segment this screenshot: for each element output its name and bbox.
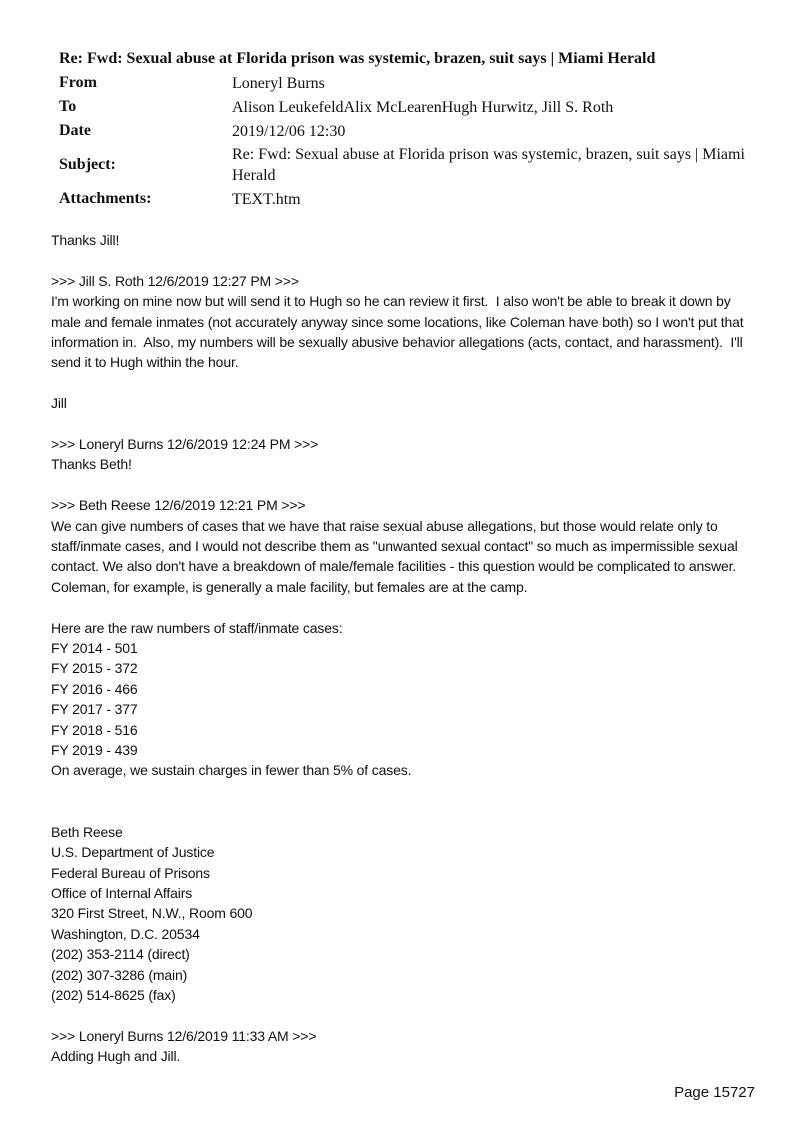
meta-row-attachments bbox=[59, 187, 752, 211]
meta-row-subject bbox=[59, 143, 752, 187]
case-count-line: FY 2018 - 516 bbox=[51, 721, 138, 738]
meta-key: Date bbox=[59, 122, 91, 139]
email-title: Re: Fwd: Sexual abuse at Florida prison was systemic, brazen, suit says | Miami Herald bbox=[59, 50, 656, 67]
signature-line: (202) 514-8625 (fax) bbox=[51, 986, 176, 1003]
meta-row-to bbox=[59, 95, 752, 119]
meta-row-date bbox=[59, 119, 752, 143]
meta-key: From bbox=[59, 74, 97, 91]
signature-line: (202) 353-2114 (direct) bbox=[51, 946, 190, 963]
meta-value: Loneryl Burns bbox=[232, 74, 325, 92]
signature-line: U.S. Department of Justice bbox=[51, 844, 215, 861]
email-meta-table bbox=[59, 71, 752, 211]
quote-header-roth: >>> Jill S. Roth 12/6/2019 12:27 PM >>> bbox=[51, 272, 299, 289]
meta-row-from bbox=[59, 71, 752, 95]
signature-line: (202) 307-3286 (main) bbox=[51, 966, 188, 983]
roth-message: I'm working on mine now but will send it to Hugh so he can review it first. I also won't be able to break it down by male and female inmates (not accurately anyway since some locations, like Coleman have both) so I won't put that information in. Also, my numbers will be sexually abusive behavior allegations (acts, contact, and harassment). I'll send it to Hugh within the hour. bbox=[51, 293, 748, 371]
meta-key: Attachments: bbox=[59, 190, 152, 207]
meta-key: To bbox=[59, 98, 77, 115]
thanks-jill-line: Thanks Jill! bbox=[51, 232, 120, 248]
page-number: Page 15727 bbox=[674, 1084, 755, 1101]
quote-header-burns: >>> Loneryl Burns 12/6/2019 12:24 PM >>> bbox=[51, 436, 319, 453]
roth-signoff: Jill bbox=[51, 395, 67, 412]
quote-header-burns-2: >>> Loneryl Burns 12/6/2019 11:33 AM >>> bbox=[51, 1027, 317, 1044]
signature-line: Federal Bureau of Prisons bbox=[51, 864, 210, 881]
case-count-line: FY 2014 - 501 bbox=[51, 640, 138, 657]
email-header bbox=[59, 47, 759, 211]
quote-header-reese: >>> Beth Reese 12/6/2019 12:21 PM >>> bbox=[51, 497, 306, 514]
adding-line: Adding Hugh and Jill. bbox=[51, 1048, 181, 1065]
reese-message: We can give numbers of cases that we have that raise sexual abuse allegations, but those would relate only to staff/inmate cases, and I would not describe them as "unwanted sexual contact" so much as impermissible sexual contact. We also don't have a breakdown of male/female facilities - this question would be complicated to answer. Coleman, for example, is generally a male facility, but females are at the camp. bbox=[51, 517, 742, 595]
signature-line: 320 First Street, N.W., Room 600 bbox=[51, 905, 253, 922]
signature-line: Beth Reese bbox=[51, 823, 123, 840]
signature-line: Office of Internal Affairs bbox=[51, 884, 193, 901]
case-count-line: FY 2017 - 377 bbox=[51, 701, 138, 718]
meta-value: Re: Fwd: Sexual abuse at Florida prison was systemic, brazen, suit says | Miami Herald bbox=[232, 146, 745, 184]
meta-value: 2019/12/06 12:30 bbox=[232, 122, 346, 140]
thanks-beth-line: Thanks Beth! bbox=[51, 456, 132, 473]
meta-value: TEXT.htm bbox=[232, 190, 301, 208]
case-count-line: FY 2019 - 439 bbox=[51, 742, 138, 759]
average-note: On average, we sustain charges in fewer than 5% of cases. bbox=[51, 762, 412, 779]
meta-key: Subject: bbox=[59, 156, 116, 173]
cases-intro: Here are the raw numbers of staff/inmate cases: bbox=[51, 619, 343, 636]
signature-line: Washington, D.C. 20534 bbox=[51, 925, 200, 942]
signature-block bbox=[51, 822, 763, 1006]
case-count-line: FY 2016 - 466 bbox=[51, 680, 138, 697]
meta-value: Alison LeukefeldAlix McLearenHugh Hurwitz, Jill S. Roth bbox=[232, 98, 614, 116]
case-count-line: FY 2015 - 372 bbox=[51, 660, 138, 677]
email-body bbox=[51, 230, 763, 1067]
